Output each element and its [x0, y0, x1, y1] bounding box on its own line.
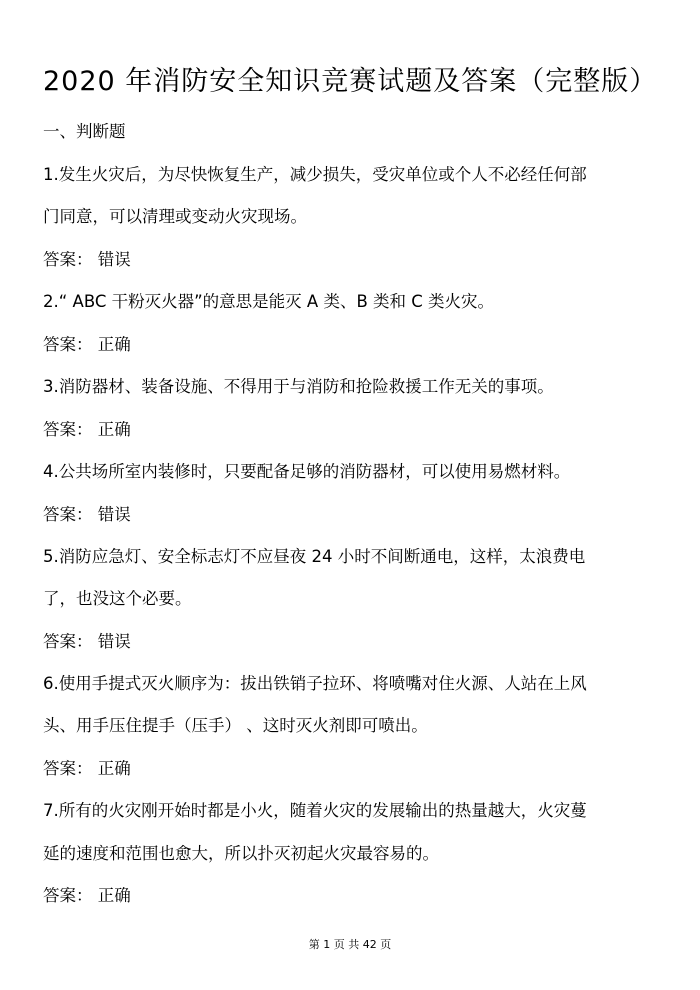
document-title: 2020 年消防安全知识竞赛试题及答案（完整版）: [43, 66, 658, 97]
section-heading: 一、判断题: [43, 122, 126, 141]
question-5-line-1: 5.消防应急灯、安全标志灯不应昼夜 24 小时不间断通电，这样，太浪费电: [43, 547, 586, 566]
question-7-line-2: 延的速度和范围也愈大，所以扑灭初起火灾最容易的。: [43, 844, 439, 863]
question-4: 4.公共场所室内装修时，只要配备足够的消防器材，可以使用易燃材料。: [43, 462, 571, 481]
question-1-line-2: 门同意，可以清理或变动火灾现场。: [43, 207, 307, 226]
question-1-line-1: 1.发生火灾后，为尽快恢复生产，减少损失，受灾单位或个人不必经任何部: [43, 165, 587, 184]
question-5-line-2: 了，也没这个必要。: [43, 589, 192, 608]
answer-1: 答案： 错误: [43, 250, 131, 269]
question-7-line-1: 7.所有的火灾刚开始时都是小火，随着火灾的发展输出的热量越大，火灾蔓: [43, 801, 587, 820]
question-6-line-2: 头、用手压住提手（压手） 、这时灭火剂即可喷出。: [43, 716, 428, 735]
question-6-line-1: 6.使用手提式灭火顺序为：拔出铁销子拉环、将喷嘴对住火源、人站在上风: [43, 674, 587, 693]
answer-2: 答案： 正确: [43, 335, 131, 354]
answer-7: 答案： 正确: [43, 886, 131, 905]
answer-4: 答案： 错误: [43, 505, 131, 524]
question-3: 3.消防器材、装备设施、不得用于与消防和抢险救援工作无关的事项。: [43, 377, 554, 396]
question-2: 2.“ ABC 干粉灭火器”的意思是能灭 A 类、B 类和 C 类火灾。: [43, 292, 495, 311]
page-footer: 第 1 页 共 42 页: [308, 938, 392, 951]
answer-6: 答案： 正确: [43, 759, 131, 778]
answer-3: 答案： 正确: [43, 420, 131, 439]
answer-5: 答案： 错误: [43, 632, 131, 651]
